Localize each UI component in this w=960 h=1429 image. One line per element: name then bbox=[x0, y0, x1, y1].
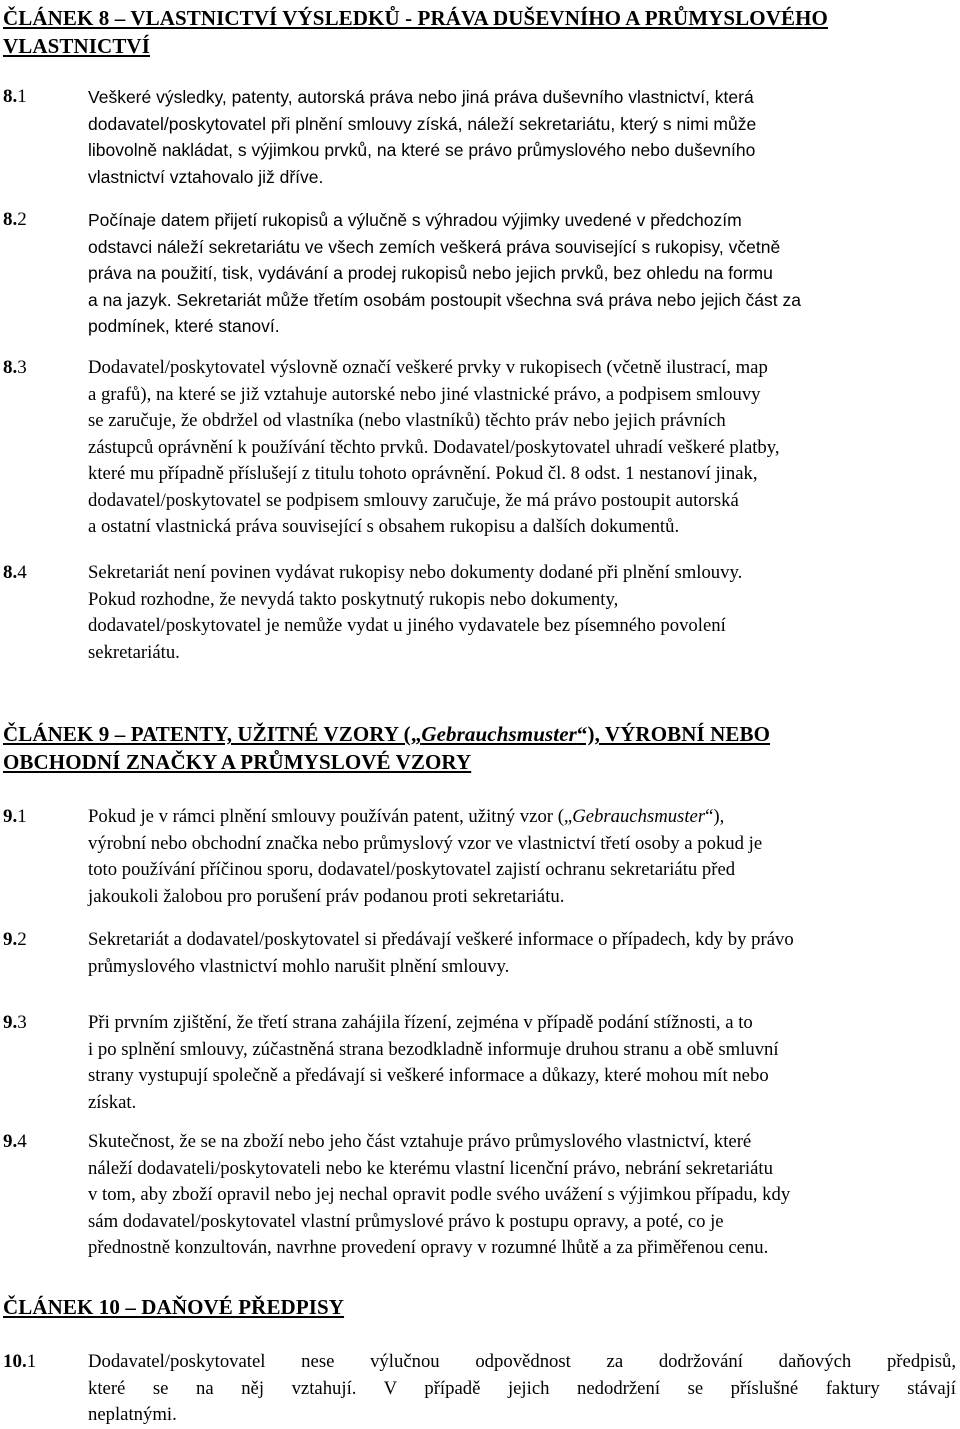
paragraph-text: Dodavatel/poskytovatel nese výlučnou odpovědnost za dodržování daňových předpisů, které se na něj vztahují. V případě jejich nedodržení se příslušné faktury stávají neplatnými. bbox=[88, 1351, 956, 1425]
article-10-heading-line: ČLÁNEK 10 – DAŇOVÉ PŘEDPISY bbox=[3, 1295, 345, 1319]
paragraph-number: 9.2 bbox=[3, 929, 27, 950]
paragraph-text: Počínaje datem přijetí rukopisů a výlučně s výhradou výjimky uvedené v předchozím odstavci náleží sekretariátu ve všech zemích veškerá práva související s rukopisy, včetně práva na použití, tisk, vydávání a prodej rukopisů nebo jejich prvků, bez ohledu na formu a na jazyk. Sekretariát může třetím osobám postoupit všechna svá práva nebo jejich část za podmínek, které stanoví. bbox=[88, 210, 801, 336]
paragraph-number: 8.3 bbox=[3, 357, 27, 378]
paragraph-number: 9.4 bbox=[3, 1131, 27, 1152]
paragraph-number: 9.3 bbox=[3, 1012, 27, 1033]
article-9-heading-line1: ČLÁNEK 9 – PATENTY, UŽITNÉ VZORY („Gebrauchsmuster“), VÝROBNÍ NEBO bbox=[3, 722, 771, 746]
paragraph-number: 8.2 bbox=[3, 209, 27, 230]
paragraph-text: Dodavatel/poskytovatel výslovně označí veškeré prvky v rukopisech (včetně ilustrací, map a grafů), na které se již vztahuje autorské nebo jiné vlastnické právo, a podpisem smlouvy se zaručuje, že obdržel od vlastníka (nebo vlastníků) těchto práv nebo jejich právních zástupců oprávnění k používání těchto prvků. Dodavatel/poskytovatel uhradí veškeré platby, které mu případně příslušejí z titulu tohoto oprávnění. Pokud čl. 8 odst. 1 nestanoví jinak, dodavatel/poskytovatel se podpisem smlouvy zaručuje, že má právo postoupit autorská a ostatní vlastnická práva související s obsahem rukopisu a dalších dokumentů. bbox=[88, 357, 780, 537]
article-9-heading-line2: OBCHODNÍ ZNAČKY A PRŮMYSLOVÉ VZORY bbox=[3, 750, 472, 774]
paragraph-text: Při prvním zjištění, že třetí strana zahájila řízení, zejména v případě podání stížnosti, a to i po splnění smlouvy, zúčastněná strana bezodkladně informuje druhou stranu a obě smluvní strany vystupují společně a předávají si veškeré informace a důkazy, které mohou mít nebo získat. bbox=[88, 1012, 779, 1113]
article-8-heading-line1: ČLÁNEK 8 – VLASTNICTVÍ VÝSLEDKŮ - PRÁVA DUŠEVNÍHO A PRŮMYSLOVÉHO bbox=[3, 6, 828, 30]
paragraph-text: Pokud je v rámci plnění smlouvy používán patent, užitný vzor („Gebrauchsmuster“), výrobní nebo obchodní značka nebo průmyslový vzor ve vlastnictví třetí osoby a pokud je toto používání příčinou sporu, dodavatel/poskytovatel zajistí ochranu sekretariátu před jakoukoli žalobou pro porušení práv podanou proti sekretariátu. bbox=[88, 806, 763, 907]
article-9-heading bbox=[3, 720, 953, 776]
article-8-heading bbox=[3, 4, 953, 60]
paragraph-number: 10.1 bbox=[3, 1351, 37, 1372]
paragraph-text: Skutečnost, že se na zboží nebo jeho část vztahuje právo průmyslového vlastnictví, které náleží dodavateli/poskytovateli nebo ke kterému vlastní licenční právo, nebrání sekretariátu v tom, aby zboží opravil nebo jej nechal opravit podle svého uvážení s výjimkou případu, kdy sám dodavatel/poskytovatel vlastní průmyslové právo k postupu opravy, a poté, co je přednostně konzultován, navrhne provedení opravy v rozumné lhůtě a za přiměřenou cenu. bbox=[88, 1131, 791, 1258]
paragraph-number: 8.4 bbox=[3, 562, 27, 583]
paragraph-text: Sekretariát a dodavatel/poskytovatel si předávají veškeré informace o případech, kdy by právo průmyslového vlastnictví mohlo narušit plnění smlouvy. bbox=[88, 929, 794, 977]
article-10-heading bbox=[3, 1293, 953, 1321]
paragraph-number: 8.1 bbox=[3, 86, 27, 107]
paragraph-text: Veškeré výsledky, patenty, autorská práva nebo jiná práva duševního vlastnictví, která dodavatel/poskytovatel při plnění smlouvy získá, náleží sekretariátu, který s nimi může libovolně nakládat, s výjimkou prvků, na které se právo průmyslového nebo duševního vlastnictví vztahovalo již dříve. bbox=[88, 87, 757, 187]
paragraph-text: Sekretariát není povinen vydávat rukopisy nebo dokumenty dodané při plnění smlouvy. Pokud rozhodne, že nevydá takto poskytnutý rukopis nebo dokumenty, dodavatel/poskytovatel je nemůže vydat u jiného vydavatele bez písemného povolení sekretariátu. bbox=[88, 562, 743, 663]
article-8-heading-line2: VLASTNICTVÍ bbox=[3, 34, 150, 58]
paragraph-number: 9.1 bbox=[3, 806, 27, 827]
